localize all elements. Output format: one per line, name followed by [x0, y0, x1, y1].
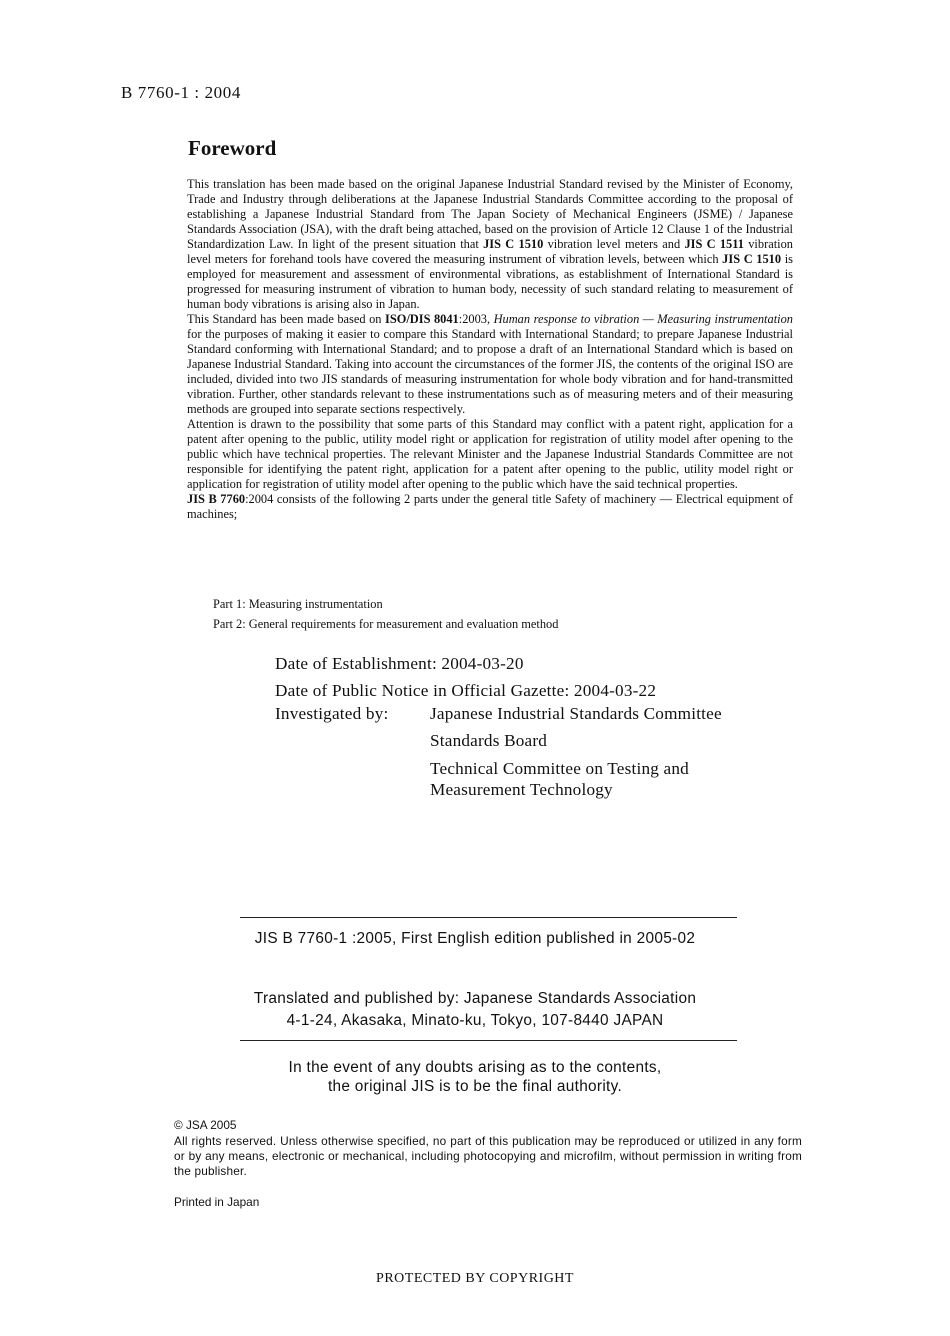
list-item: Technical Committee on Testing and [430, 759, 689, 778]
publisher-address: 4-1-24, Akasaka, Minato-ku, Tokyo, 107-8440 JAPAN [286, 1012, 664, 1029]
foreword-paragraph-3: Attention is drawn to the possibility that some parts of this Standard may conflict with a patent right, application for a patent after opening to the public, utility model right or application for registration of utility model after opening to the public which have technical properties. The relevant Minister and the Japanese Industrial Standards Committee are not responsible for identifying the patent right, application for a patent after opening to the public, utility model right or application for registration of utility model after opening to the public which have the said technical properties. [187, 417, 793, 491]
copyright-notice: © JSA 2005 [174, 1118, 237, 1132]
investigated-by-label: Investigated by: [275, 704, 389, 723]
foreword-paragraph-1: This translation has been made based on the original Japanese Industrial Standard revised by the Minister of Economy, Trade and Industry through deliberations at the Japanese Industrial Standards Committee according to the proposal of establishing a Japanese Industrial Standard from The Japan Society of Mechanical Engineers (JSME) / Japanese Standards Association (JSA), with the draft being attached, based on the provision of Article 12 Clause 1 of the Industrial Standardization Law. In light of the present situation that JIS C 1510 vibration level meters and JIS C 1511 vibration level meters for forehand tools have covered the measuring instrument of vibration levels, between which JIS C 1510 is employed for measurement and assessment of environmental vibrations, as establishment of International Standard is progressed for measuring instrument of vibration to human body, necessity of such standard relating to measurement of human body vibrations is arising also in Japan. [187, 177, 793, 311]
parts-list [213, 594, 558, 634]
page-title: Foreword [188, 136, 277, 160]
publisher-block [0, 988, 950, 1032]
investigators-list [430, 704, 722, 800]
list-item: Part 1: Measuring instrumentation [213, 597, 383, 611]
divider-top [240, 917, 737, 918]
authority-notice [0, 1058, 950, 1096]
list-item: Part 2: General requirements for measurement and evaluation method [213, 617, 559, 631]
list-item: Japanese Industrial Standards Committee [430, 704, 722, 723]
rights-reserved-text: All rights reserved. Unless otherwise specified, no part of this publication may be reproduced or utilized in any form or by any means, electronic or mechanical, including photocopying and microfilm, without permission in writing from the publisher. [174, 1134, 802, 1178]
publisher-line: Translated and published by: Japanese Standards Association [253, 990, 697, 1007]
list-item: Standards Board [430, 731, 548, 750]
date-of-establishment: Date of Establishment: 2004-03-20 [275, 654, 524, 673]
edition-line: JIS B 7760-1 :2005, First English edition published in 2005-02 [254, 930, 696, 947]
footer-protected: PROTECTED BY COPYRIGHT [376, 1271, 574, 1286]
printed-in-label: Printed in Japan [174, 1195, 260, 1209]
foreword-body [187, 177, 793, 522]
document-code: B 7760-1 : 2004 [121, 83, 241, 102]
authority-line-2: the original JIS is to be the final authority. [327, 1078, 623, 1095]
foreword-paragraph-4: JIS B 7760:2004 consists of the following 2 parts under the general title Safety of machinery — Electrical equipment of machines; [187, 492, 793, 521]
list-item: Measurement Technology [430, 780, 613, 799]
establishment-dates [275, 650, 656, 704]
divider-bottom [240, 1040, 737, 1041]
foreword-paragraph-2: This Standard has been made based on ISO/DIS 8041:2003, Human response to vibration — Measuring instrumentation for the purposes of making it easier to compare this Standard with International Standard; to prepare Japanese Industrial Standard conforming with International Standard; and to propose a draft of an International Standard which is based on Japanese Industrial Standard. Taking into account the circumstances of the former JIS, the contents of the original ISO are included, divided into two JIS standards of measuring instrumentation for whole body vibration and for hand-transmitted vibration. Further, other standards relevant to these instrumentations such as of measuring meters and of their measuring methods are grouped into separate sections respectively. [187, 312, 793, 416]
date-of-public-notice: Date of Public Notice in Official Gazette: 2004-03-22 [275, 681, 657, 700]
authority-line-1: In the event of any doubts arising as to the contents, [288, 1059, 662, 1076]
